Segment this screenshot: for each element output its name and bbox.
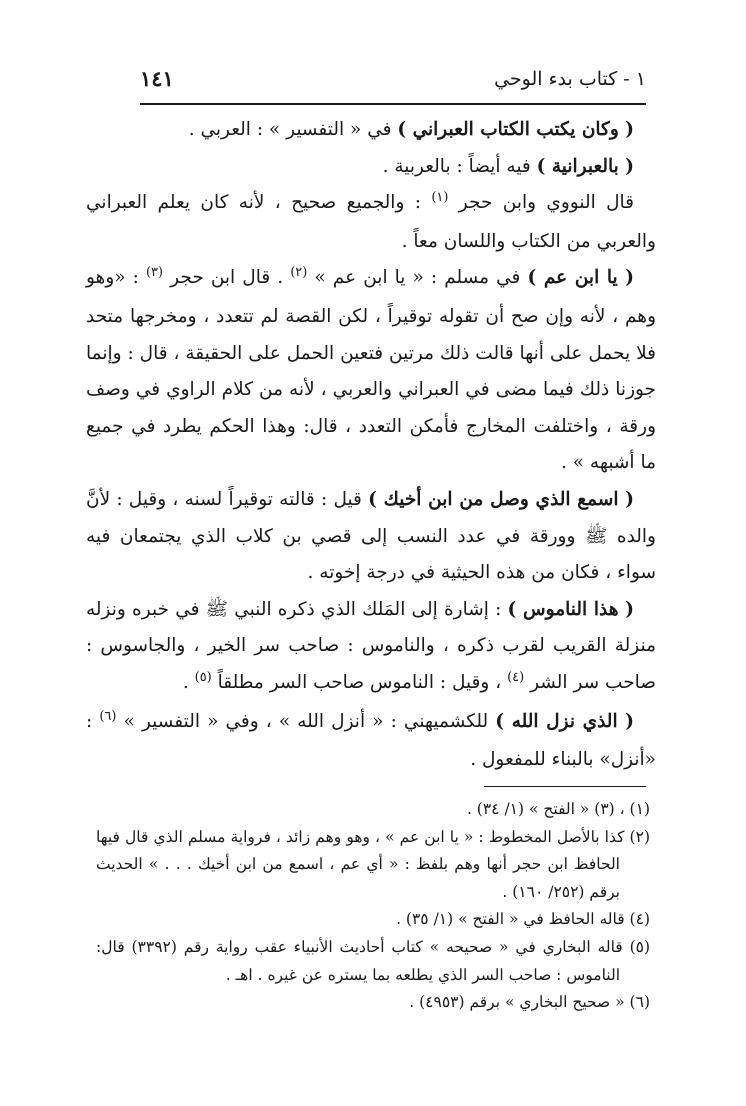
footnote-ref: (٤) [507, 669, 525, 685]
paragraph-text: : إشارة إلى المَلك الذي ذكره النبي ﷺ في خبره ونزله منزلة القريب لقرب ذكره ، والناموس : صاحب سر الخير ، والجاسوس : صاحب سر الشر [86, 598, 656, 693]
footnotes [96, 796, 650, 1017]
paragraph-text: في « التفسير » : العربي . [188, 119, 398, 140]
paragraph-text: قال النووي وابن حجر [448, 192, 634, 214]
paragraph [86, 149, 656, 186]
paragraph-text: في مسلم : « يا ابن عم » [307, 267, 528, 289]
paragraph [86, 185, 656, 260]
lemma: ( الذي نزل الله ) [495, 710, 634, 732]
paragraph-text: . قال ابن حجر [163, 267, 291, 289]
paragraph-text: قيل : قالته توقيراً لسنه ، وقيل : لأنَّ والده ﷺ وورقة في عدد النسب إلى قصي بن كلاب الذي يجتمعان فيه سواء ، فكان من هذه الحيثية في درجة إخوته . [86, 488, 656, 584]
footnote-ref: (١) [431, 190, 449, 206]
running-title: ١ - كتاب بدء الوحي [494, 68, 646, 90]
paragraph-text: . [182, 671, 195, 693]
page-number: ١٤١ [140, 66, 174, 91]
footnote-separator [484, 786, 646, 787]
lemma: ( هذا الناموس ) [507, 598, 635, 620]
page-header [140, 60, 646, 100]
footnote-ref: (٥) [194, 669, 212, 685]
footnote: (٢) كذا بالأصل المخطوط : « يا ابن عم » ، وهو وهم زائد ، فرواية مسلم الذي قال فيها الحافظ ابن حجر أنها وهم بلفظ : « أي عم ، اسمع من ابن أخيك . . . » الحديث برقم (٢٥٢/ ١٦٠) . [96, 827, 650, 901]
lemma: ( يا ابن عم ) [527, 267, 635, 289]
header-rule [140, 103, 646, 105]
lemma: ( وكان يكتب الكتاب العبراني ) [397, 119, 634, 140]
paragraph-text: : «أنزل» بالبناء للمفعول . [86, 710, 656, 771]
paragraph-text: : «وهو وهم ، لأنه وإن صح أن تقوله توقيراً ، لكن القصة لم تتعدد ، ومخرجها متحد فلا يحمل على أنها قالت ذلك مرتين فتعين الحمل على الحقيقة ، قال : وإنما جوزنا ذلك فيما مضى في العبراني والعربي ، لأنه من كلام الراوي في وصف ورقة ، واختلفت المخارج فأمكن التعدد ، قال: وهذا الحكم يطرد في جميع ما أشبهه » . [86, 267, 656, 474]
lemma: ( اسمع الذي وصل من ابن أخيك ) [368, 488, 634, 510]
paragraph-text: للكشميهني : « أنزل الله » ، وفي « التفسير » [116, 710, 496, 732]
paragraph-text: فيه أيضاً : بالعربية . [382, 155, 537, 177]
footnote-ref: (٣) [145, 265, 164, 281]
footnote: (١) ، (٣) « الفتح » (١/ ٣٤) . [466, 800, 650, 818]
lemma: ( بالعبرانية ) [536, 155, 634, 177]
footnote-ref: (٢) [290, 265, 308, 281]
footnote-ref: (٦) [99, 708, 117, 724]
main-text [86, 112, 656, 779]
footnote: (٤) قاله الحافظ في « الفتح » (١/ ٣٥) . [396, 910, 650, 929]
footnote: (٥) قاله البخاري في « صحيحه » كتاب أحاديث الأنبياء عقب رواية رقم (٣٣٩٢) قال: الناموس : صاحب السر الذي يطلعه بما يستره عن غيره . اهـ . [96, 937, 651, 984]
paragraph [86, 260, 656, 482]
paragraph [86, 592, 656, 704]
paragraph-text: ، وقيل : الناموس صاحب السر مطلقاً [211, 671, 508, 693]
footnote: (٦) « صحيح البخاري » برقم (٤٩٥٣) . [409, 993, 650, 1012]
paragraph-text: : والجميع صحيح ، لأنه كان يعلم العبراني والعربي من الكتاب واللسان معاً . [86, 192, 656, 252]
paragraph [86, 704, 656, 779]
paragraph [86, 482, 656, 592]
paragraph [86, 112, 656, 149]
